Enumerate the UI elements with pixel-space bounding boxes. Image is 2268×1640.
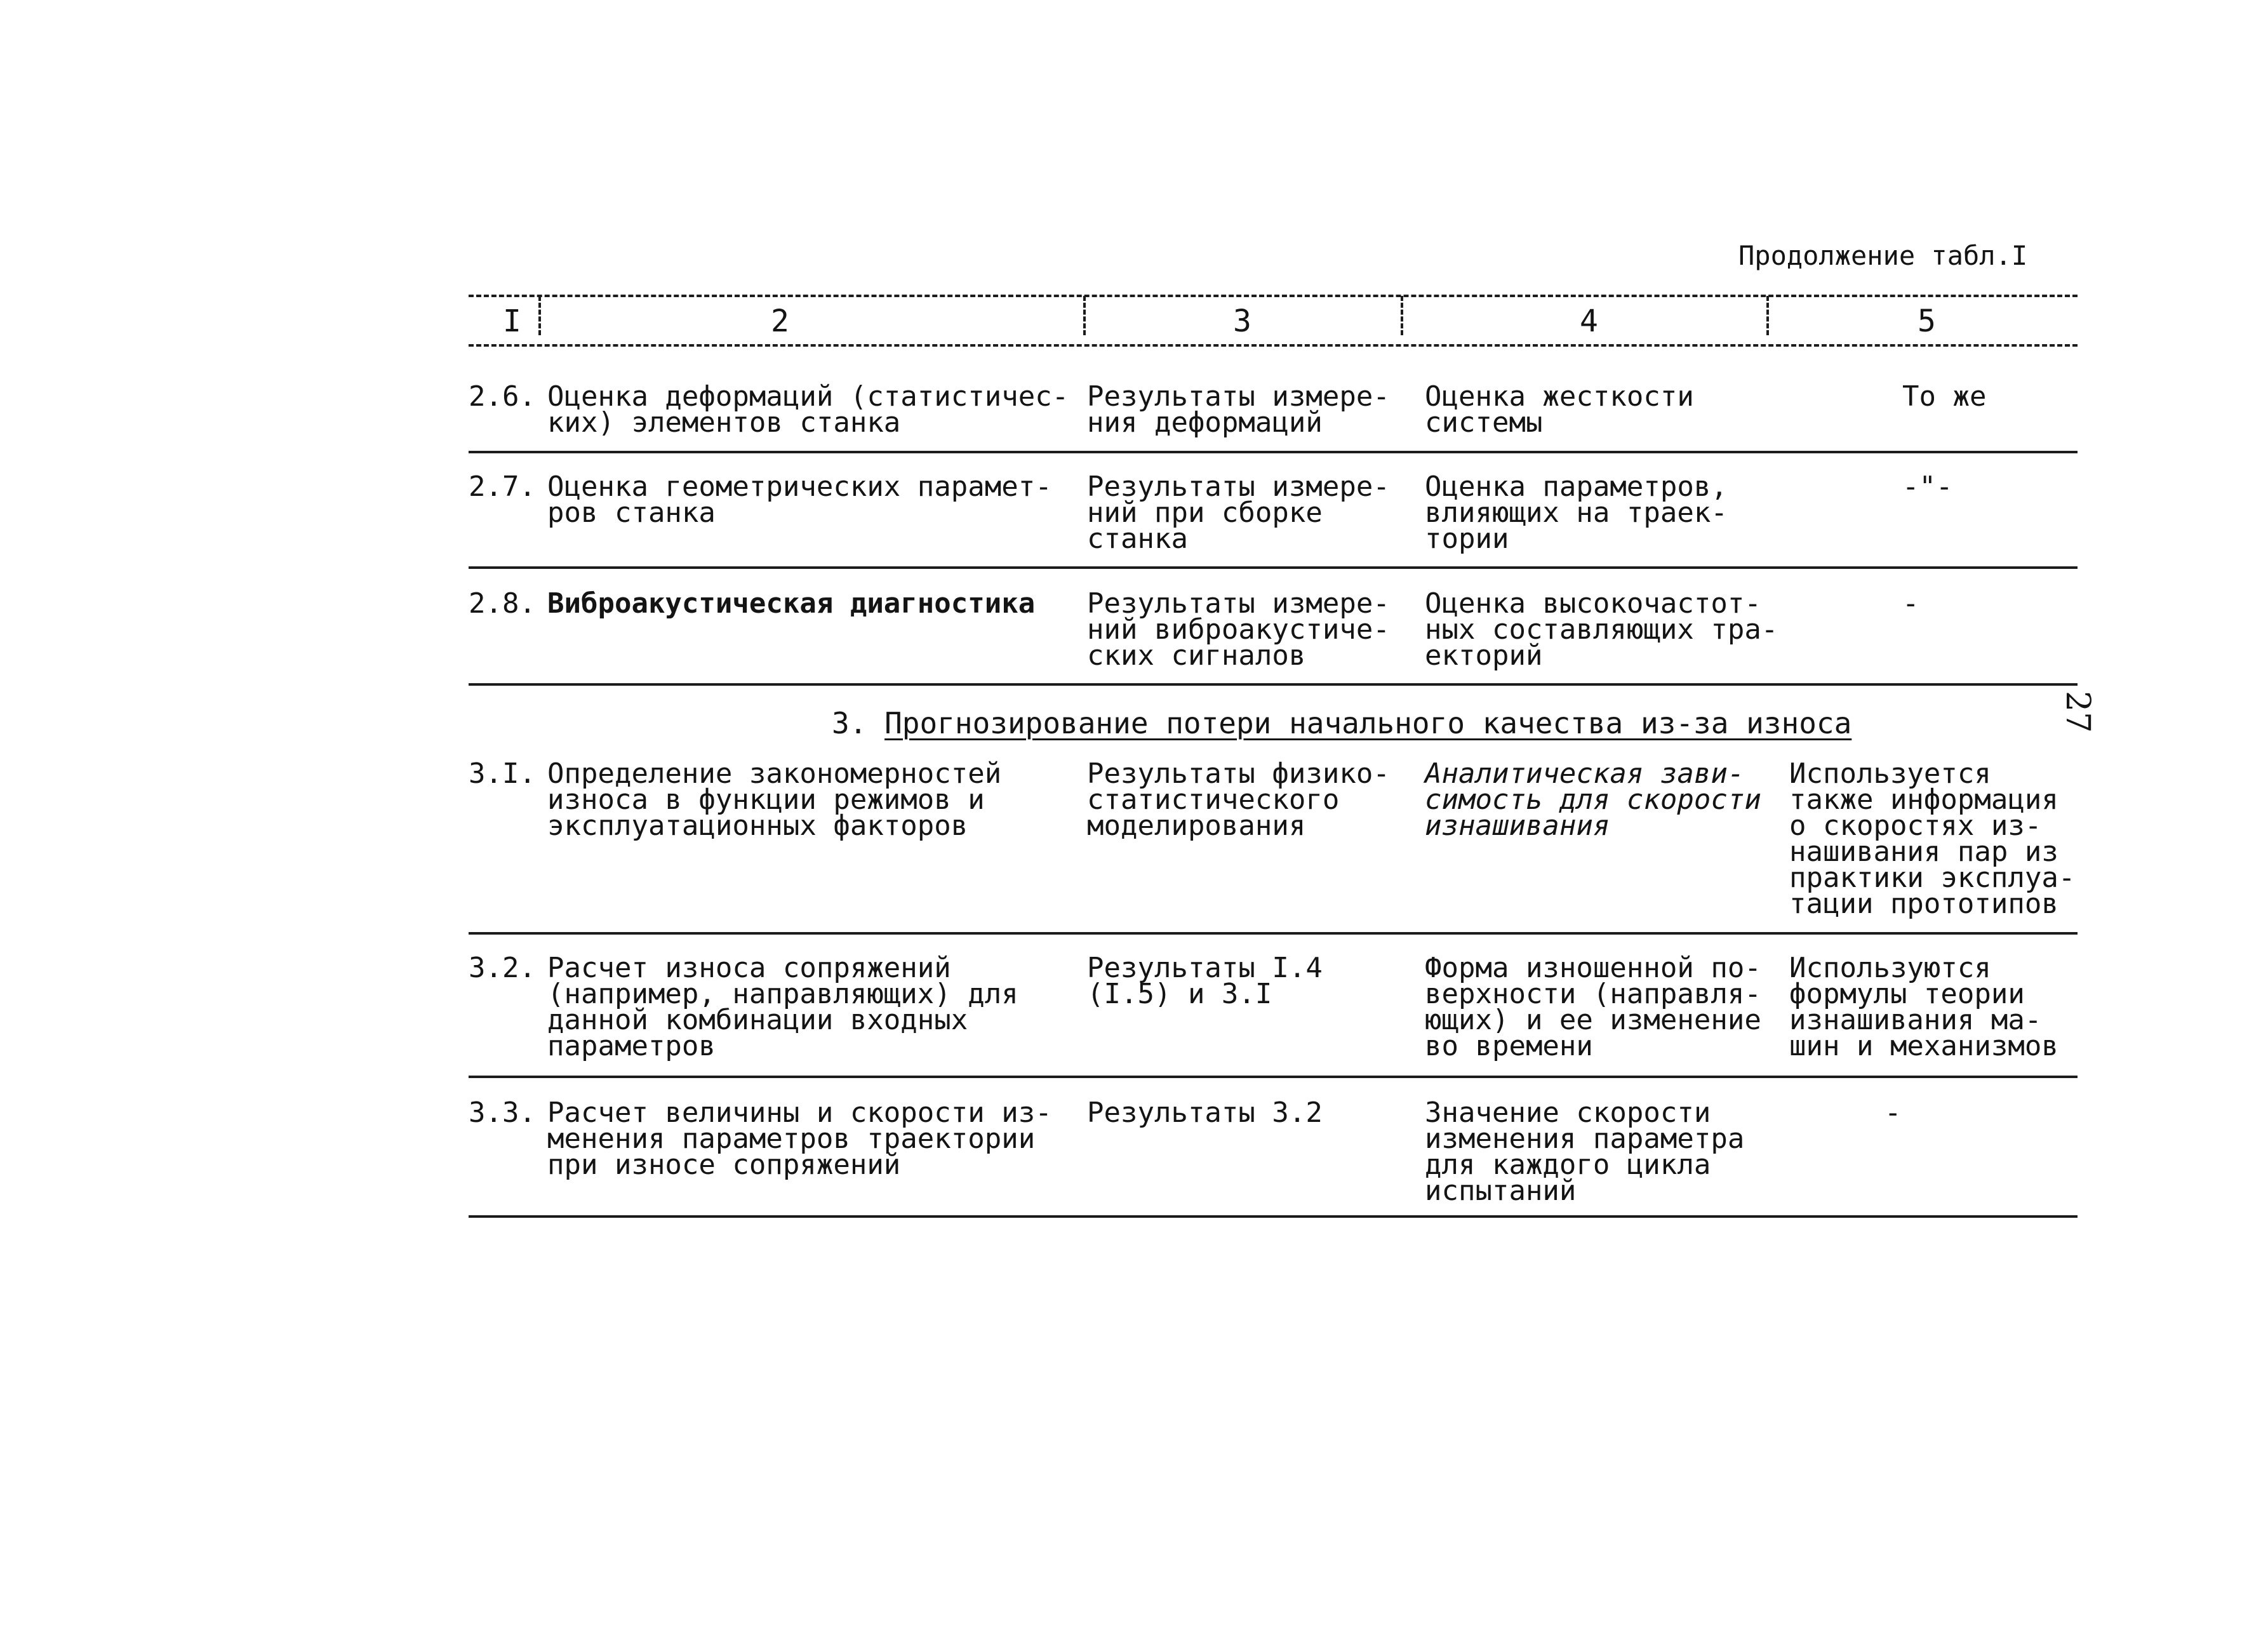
column-number: 2 bbox=[771, 303, 789, 339]
column-number: 5 bbox=[1918, 303, 1936, 339]
cell-task: Виброакустическая диагностика bbox=[547, 587, 1036, 620]
cell-task: Оценка геометрических парамет- ров станка bbox=[547, 470, 1052, 529]
row-number: 3.2. bbox=[469, 952, 536, 984]
section-heading bbox=[832, 706, 1851, 740]
row-number: 3.3. bbox=[469, 1097, 536, 1129]
cell-output: Аналитическая зави- симость для скорости изнашивания bbox=[1425, 757, 1761, 842]
column-divider bbox=[1083, 296, 1086, 335]
row-number: 2.8. bbox=[469, 587, 536, 620]
cell-task: Определение закономерностей износа в функции режимов и эксплуатационных факторов bbox=[547, 757, 1002, 842]
column-divider bbox=[538, 296, 541, 335]
row-rule bbox=[469, 683, 2078, 686]
cell-task: Расчет величины и скорости из- менения параметров траектории при износе сопряжений bbox=[547, 1097, 1052, 1181]
cell-input: Результаты измере- ний виброакустиче- ских сигналов bbox=[1087, 587, 1390, 672]
cell-output: Оценка параметров, влияющих на траек- тории bbox=[1425, 470, 1728, 555]
column-number: 3 bbox=[1233, 303, 1251, 339]
cell-note: То же bbox=[1902, 380, 1987, 413]
cell-output: Оценка высокочастот- ных составляющих тра- екторий bbox=[1425, 587, 1778, 672]
row-rule bbox=[469, 1076, 2078, 1078]
row-number: 3.I. bbox=[469, 757, 536, 790]
table-continuation-caption: Продолжение табл.I bbox=[1738, 240, 2028, 271]
cell-input: Результаты измере- ний при сборке станка bbox=[1087, 470, 1390, 555]
cell-output: Значение скорости изменения параметра для каждого цикла испытаний bbox=[1425, 1097, 1745, 1207]
page-number: 27 bbox=[2058, 691, 2097, 733]
column-divider bbox=[1401, 296, 1403, 335]
header-top-rule bbox=[469, 295, 2078, 297]
cell-note: -"- bbox=[1902, 470, 1953, 503]
cell-note: Используется также информация о скоростях из- нашивания пар из практики эксплуа- тации прототипов bbox=[1789, 757, 2076, 920]
column-number: I bbox=[503, 303, 521, 339]
cell-note: - bbox=[1884, 1097, 1902, 1129]
row-rule bbox=[469, 932, 2078, 935]
cell-note: - bbox=[1902, 587, 1919, 620]
cell-input: Результаты физико- статистического моделирования bbox=[1087, 757, 1390, 842]
cell-output: Оценка жесткости системы bbox=[1425, 380, 1694, 439]
cell-task: Оценка деформаций (статистичес- ких) элементов станка bbox=[547, 380, 1069, 439]
cell-task: Расчет износа сопряжений (например, направляющих) для данной комбинации входных параметров bbox=[547, 952, 1018, 1062]
cell-input: Результаты 3.2 bbox=[1087, 1097, 1323, 1129]
section-number: 3. bbox=[832, 706, 867, 740]
column-number: 4 bbox=[1580, 303, 1598, 339]
row-number: 2.6. bbox=[469, 380, 536, 413]
cell-input: Результаты измере- ния деформаций bbox=[1087, 380, 1390, 439]
cell-output: Форма изношенной по- верхности (направля- ющих) и ее изменение во времени bbox=[1425, 952, 1761, 1062]
header-bottom-rule bbox=[469, 344, 2078, 347]
section-title: Прогнозирование потери начального качества из-за износа bbox=[884, 706, 1852, 740]
row-number: 2.7. bbox=[469, 470, 536, 503]
cell-note: Используются формулы теории изнашивания ма- шин и механизмов bbox=[1789, 952, 2058, 1062]
row-rule bbox=[469, 451, 2078, 453]
table-bottom-rule bbox=[469, 1215, 2078, 1218]
row-rule bbox=[469, 566, 2078, 569]
cell-input: Результаты I.4 (I.5) и 3.I bbox=[1087, 952, 1323, 1010]
column-divider bbox=[1766, 296, 1769, 335]
